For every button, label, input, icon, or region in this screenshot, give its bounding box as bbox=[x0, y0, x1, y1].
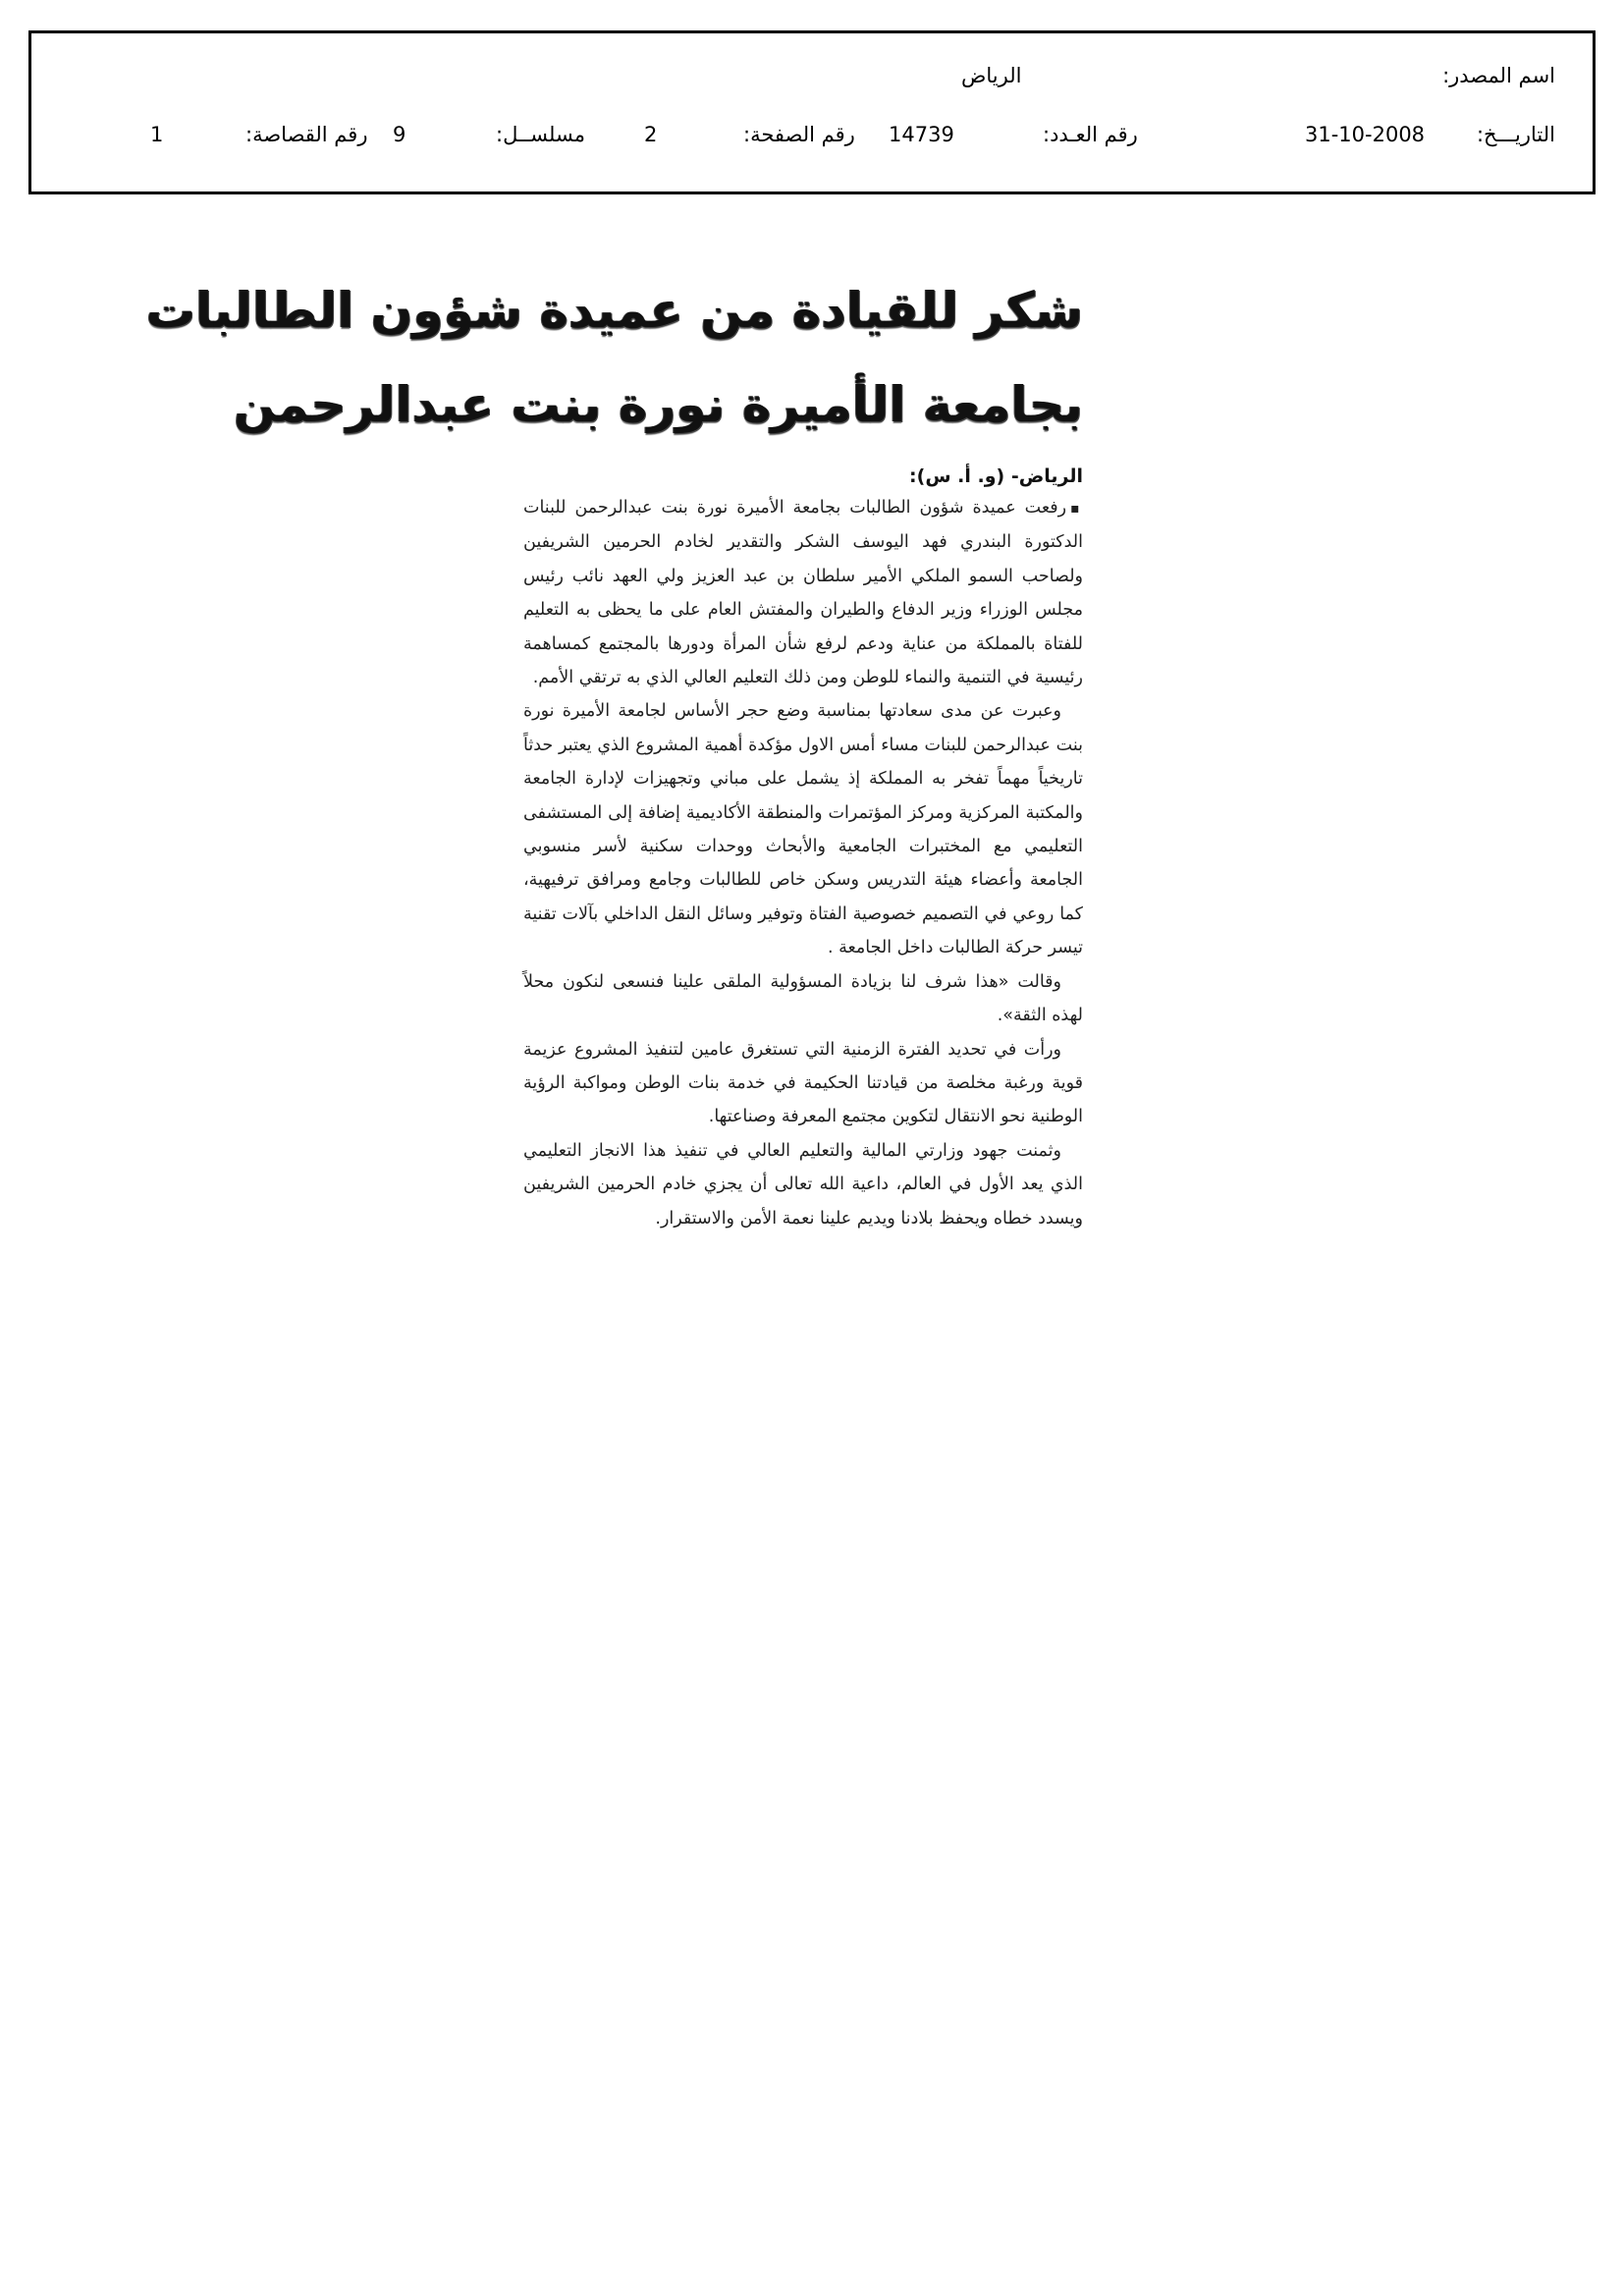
headline-line-1: شكر للقيادة من عميدة شؤون الطالبات bbox=[145, 282, 1083, 339]
article-dateline: الرياض- (و. أ. س): bbox=[909, 465, 1083, 487]
article-paragraph: ورأت في تحديد الفترة الزمنية التي تستغرق عامين لتنفيذ المشروع عزيمة قوية ورغبة مخلصة من قيادتنا الحكيمة في خدمة بنات الوطن ومواكبة الرؤية الوطنية نحو الانتقال لتكوين مجتمع المعرفة وصناعتها. bbox=[523, 1039, 1083, 1127]
serial-label: مسلســل: bbox=[496, 123, 585, 146]
page-label: رقم الصفحة: bbox=[743, 123, 855, 146]
article-paragraph: وقالت «هذا شرف لنا بزيادة المسؤولية الملقى علينا فنسعى لنكون محلاً لهذه الثقة». bbox=[523, 971, 1083, 1026]
serial-value: 9 bbox=[393, 123, 406, 146]
issue-label: رقم العـدد: bbox=[1043, 123, 1138, 146]
article-paragraph: وعبرت عن مدى سعادتها بمناسبة وضع حجر الأساس لجامعة الأميرة نورة بنت عبدالرحمن للبنات مساء أمس الاول مؤكدة أهمية المشروع الذي يعتبر حدثاً تاريخياً مهماً تفخر به المملكة إذ يشمل على مباني وتجهيزات لإدارة الجامعة والمكتبة المركزية ومركز المؤتمرات والمنطقة الأكاديمية إضافة إلى المستشفى التعليمي مع المختبرات الجامعية والأبحاث ووحدات سكنية لأسر منسوبي الجامعة وأعضاء هيئة التدريس وسكن خاص للطالبات وجامع ومرافق ترفيهية، كما روعي في التصميم خصوصية الفتاة وتوفير وسائل النقل الداخلي بآلات تقنية تيسر حركة الطالبات داخل الجامعة . bbox=[523, 701, 1083, 958]
article-paragraph: ▪ رفعت عميدة شؤون الطالبات بجامعة الأميرة نورة بنت عبدالرحمن للبنات الدكتورة البندري فهد اليوسف الشكر والتقدير لخادم الحرمين الشريفين ولصاحب السمو الملكي الأمير سلطان بن عبد العزيز ولي العهد نائب رئيس مجلس الوزراء وزير الدفاع والطيران والمفتش العام على ما يحظى به التعليم للفتاة بالمملكة من عناية ودعم لرفع شأن المرأة ودورها بالمجتمع كمساهمة رئيسية في التنمية والنماء للوطن ومن ذلك التعليم العالي الذي به ترتقي الأمم. bbox=[523, 491, 1083, 694]
issue-value: 14739 bbox=[889, 123, 954, 146]
date-value: 31-10-2008 bbox=[1305, 123, 1426, 146]
article-paragraph: وثمنت جهود وزارتي المالية والتعليم العالي في تنفيذ هذا الانجاز التعليمي الذي يعد الأول في العالم، داعية الله تعالى أن يجزي خادم الحرمين الشريفين ويسدد خطاه ويحفظ بلادنا ويديم علينا نعمة الأمن والاستقرار. bbox=[523, 1140, 1083, 1229]
article-headline bbox=[145, 263, 1083, 452]
headline-line-2: بجامعة الأميرة نورة بنت عبدالرحمن bbox=[234, 376, 1083, 433]
clipping-metadata-box bbox=[28, 30, 1596, 194]
page-value: 2 bbox=[644, 123, 658, 146]
source-value: الرياض bbox=[961, 64, 1022, 87]
newspaper-clipping bbox=[145, 263, 1083, 1235]
clip-number-label: رقم القصاصة: bbox=[245, 123, 368, 146]
clip-number-value: 1 bbox=[150, 123, 164, 146]
source-label: اسم المصدر: bbox=[1442, 64, 1555, 87]
date-label: التاريـــخ: bbox=[1476, 123, 1555, 146]
